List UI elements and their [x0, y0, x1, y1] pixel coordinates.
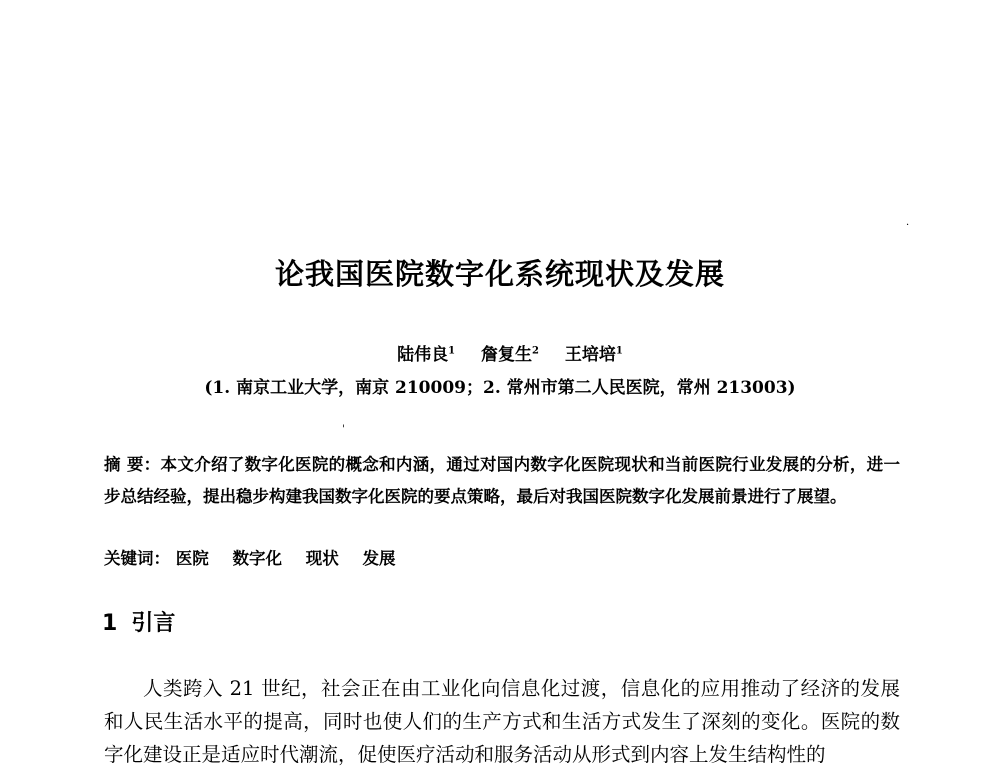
- affiliation: (1. 南京工业大学，南京 210009；2. 常州市第二人民医院，常州 213003): [204, 378, 796, 398]
- section-heading: [102, 606, 175, 637]
- keywords: [104, 545, 900, 573]
- author-3: 王培培$^1$: [564, 345, 623, 365]
- body-paragraph: 人类跨入 21 世纪，社会正在由工业化向信息化过渡，信息化的应用推动了经济的发展和人民生活水平的提高，同时也使人们的生产方式和生活方式发生了深刻的变化。医院的数字化建设正是适应时代潮流，促使医疗活动和服务活动从形式到内容上发生结构性的: [104, 677, 900, 766]
- keyword: 发展: [362, 549, 396, 568]
- section-number: 1: [102, 611, 118, 636]
- keyword: 医院: [175, 549, 209, 568]
- keywords-label: 关键词：: [104, 549, 170, 568]
- scan-mark: ': [342, 424, 345, 435]
- abstract-label: 摘 要：: [104, 455, 161, 474]
- paper-title: 论我国医院数字化系统现状及发展: [274, 257, 725, 291]
- keyword: 数字化: [232, 549, 282, 568]
- keyword: 现状: [305, 549, 339, 568]
- abstract: [104, 449, 900, 513]
- author-2: 詹复生$^2$: [481, 345, 539, 365]
- section-title: 引言: [131, 611, 176, 636]
- author-1: 陆伟良$^1$: [397, 345, 456, 365]
- abstract-text: 本文介绍了数字化医院的概念和内涵，通过对国内数字化医院现状和当前医院行业发展的分析，进一步总结经验，提出稳步构建我国数字化医院的要点策略，最后对我国医院数字化发展前景进行了展望。: [104, 455, 900, 506]
- scan-speck: ·: [906, 220, 910, 231]
- author-list: [330, 340, 690, 365]
